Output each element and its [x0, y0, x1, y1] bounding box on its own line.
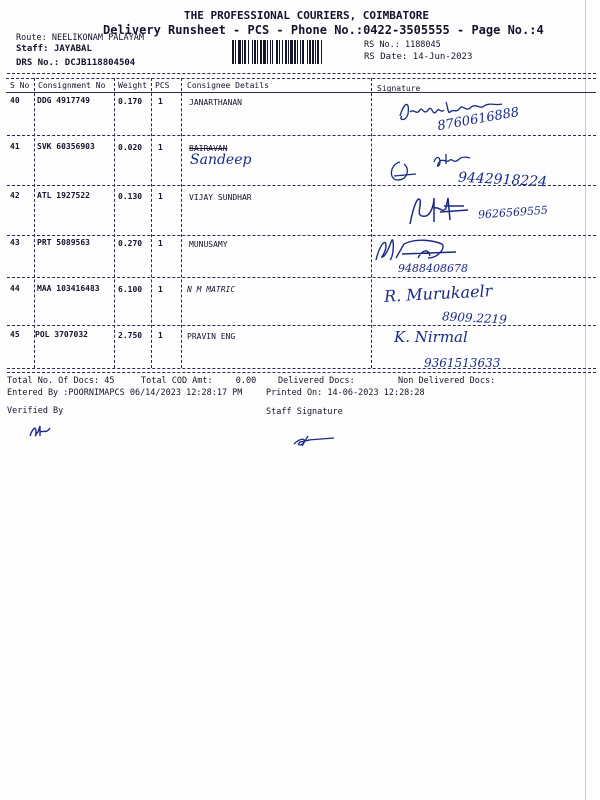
total-docs-value: 45: [104, 376, 115, 386]
staff-line: [16, 44, 92, 54]
row-weight: 0.130: [118, 192, 143, 201]
col-header-consignment: Consignment No: [38, 81, 106, 90]
table-top-rule: [7, 73, 596, 74]
recipient-phone: 8760616888: [436, 104, 521, 135]
row-separator: [7, 277, 596, 278]
col-header-weight: Weight: [118, 81, 147, 90]
row-separator: [7, 135, 596, 136]
route-value: NEELIKONAM PALAYAM: [51, 33, 144, 43]
row-consignment: PRT 5089563: [37, 238, 90, 247]
company-name: THE PROFESSIONAL COURIERS, COIMBATORE: [184, 9, 430, 22]
recipient-signature-text: R. Murukaelr: [383, 281, 493, 306]
row-separator: [7, 235, 596, 236]
row-sno: 40: [10, 96, 20, 105]
row-consignee: MUNUSAMY: [189, 240, 228, 249]
rs-no-value: 1188045: [404, 40, 441, 50]
rs-date-line: [364, 52, 472, 62]
row-pcs: 1: [158, 239, 163, 248]
row-sno: 42: [10, 191, 20, 200]
row-pcs: 1: [158, 97, 163, 106]
row-pcs: 1: [158, 285, 163, 294]
recipient-phone: 9626569555: [477, 203, 549, 222]
row-consignment: DDG 4917749: [37, 96, 90, 105]
recipient-phone: 9361513633: [424, 356, 501, 370]
cod-line: [141, 376, 256, 386]
recipient-phone: 9488408678: [398, 262, 468, 275]
table-bottom-rule: [7, 368, 596, 369]
recipient-phone: 8909.2219: [441, 309, 508, 327]
route-line: [16, 33, 144, 43]
printed-on-value: 14-06-2023 12:28:28: [327, 388, 425, 398]
row-consignee: PRAVIN ENG: [187, 332, 236, 341]
totals-line: [7, 376, 115, 386]
col-header-consignee: Consignee Details: [187, 81, 269, 90]
row-sno: 44: [10, 284, 20, 293]
verifier-initials: [28, 422, 52, 440]
row-pcs: 1: [158, 143, 163, 152]
row-weight: 0.270: [118, 239, 143, 248]
table-bottom-rule-2: [7, 372, 596, 373]
row-sno: 41: [10, 142, 20, 151]
verified-by-label: Verified By: [7, 406, 64, 416]
header-rule-top: [6, 78, 596, 79]
col-header-pcs: PCS: [155, 81, 170, 90]
row-separator: [7, 325, 596, 326]
recipient-signature-text: K. Nirmal: [394, 328, 468, 346]
drs-value: DCJB118804504: [64, 58, 136, 68]
route-label: Route:: [16, 33, 47, 43]
row-pcs: 1: [158, 192, 163, 201]
cod-label: Total COD Amt:: [141, 376, 213, 386]
row-sno: 43: [10, 238, 20, 247]
staff-signature-mark: [290, 432, 336, 450]
rs-no-line: [364, 40, 441, 50]
row-consignee: N M MATRIC: [187, 285, 236, 294]
staff-signature-label: Staff Signature: [266, 407, 343, 417]
row-consignee: BAIRAVAN: [189, 144, 228, 153]
row-consignee: JANARTHANAN: [189, 98, 242, 107]
rs-no-label: RS No.:: [364, 40, 400, 50]
printed-on-line: [266, 388, 425, 398]
non-delivered-label: Non Delivered Docs:: [398, 376, 496, 386]
recipient-phone: 9442918224: [457, 169, 548, 191]
row-weight: 6.100: [118, 285, 143, 294]
staff-value: JAYABAL: [53, 44, 92, 54]
handwritten-consignee: Sandeep: [190, 152, 252, 168]
entered-by-line: [7, 388, 242, 398]
rs-date-label: RS Date:: [364, 52, 408, 62]
cod-value: 0.00: [235, 376, 257, 386]
col-header-sno: S No: [10, 81, 30, 90]
total-docs-label: Total No. Of Docs:: [7, 376, 100, 386]
entered-by-label: Entered By :: [7, 388, 69, 398]
barcode: [232, 40, 358, 68]
col-header-signature: Signature: [377, 84, 421, 93]
drs-label: DRS No.:: [16, 58, 60, 68]
page-edge: [585, 0, 586, 800]
rs-date-value: 14-Jun-2023: [412, 52, 473, 62]
entered-by-value: POORNIMAPCS 06/14/2023 12:28:17 PM: [68, 388, 243, 398]
row-consignment: MAA 103416483: [37, 284, 100, 293]
printed-on-label: Printed On:: [266, 388, 323, 398]
row-consignment: ATL 1927522: [37, 191, 90, 200]
delivered-label: Delivered Docs:: [278, 376, 355, 386]
row-consignment: SVK 60356903: [37, 142, 95, 151]
row-sno: 45: [10, 330, 20, 339]
row-weight: 0.170: [118, 97, 143, 106]
drs-line: [16, 58, 135, 68]
row-consignee: VIJAY SUNDHAR: [189, 193, 252, 202]
row-consignment: POL 3707032: [35, 330, 88, 339]
row-weight: 2.750: [118, 331, 143, 340]
row-pcs: 1: [158, 331, 163, 340]
header-rule-bottom: [6, 92, 596, 93]
recipient-signature: [404, 194, 474, 228]
staff-label: Staff:: [16, 44, 49, 54]
row-weight: 0.020: [118, 143, 143, 152]
runsheet-title: Delivery Runsheet - PCS - Phone No.:0422-3505555 - Page No.:4: [103, 23, 544, 37]
